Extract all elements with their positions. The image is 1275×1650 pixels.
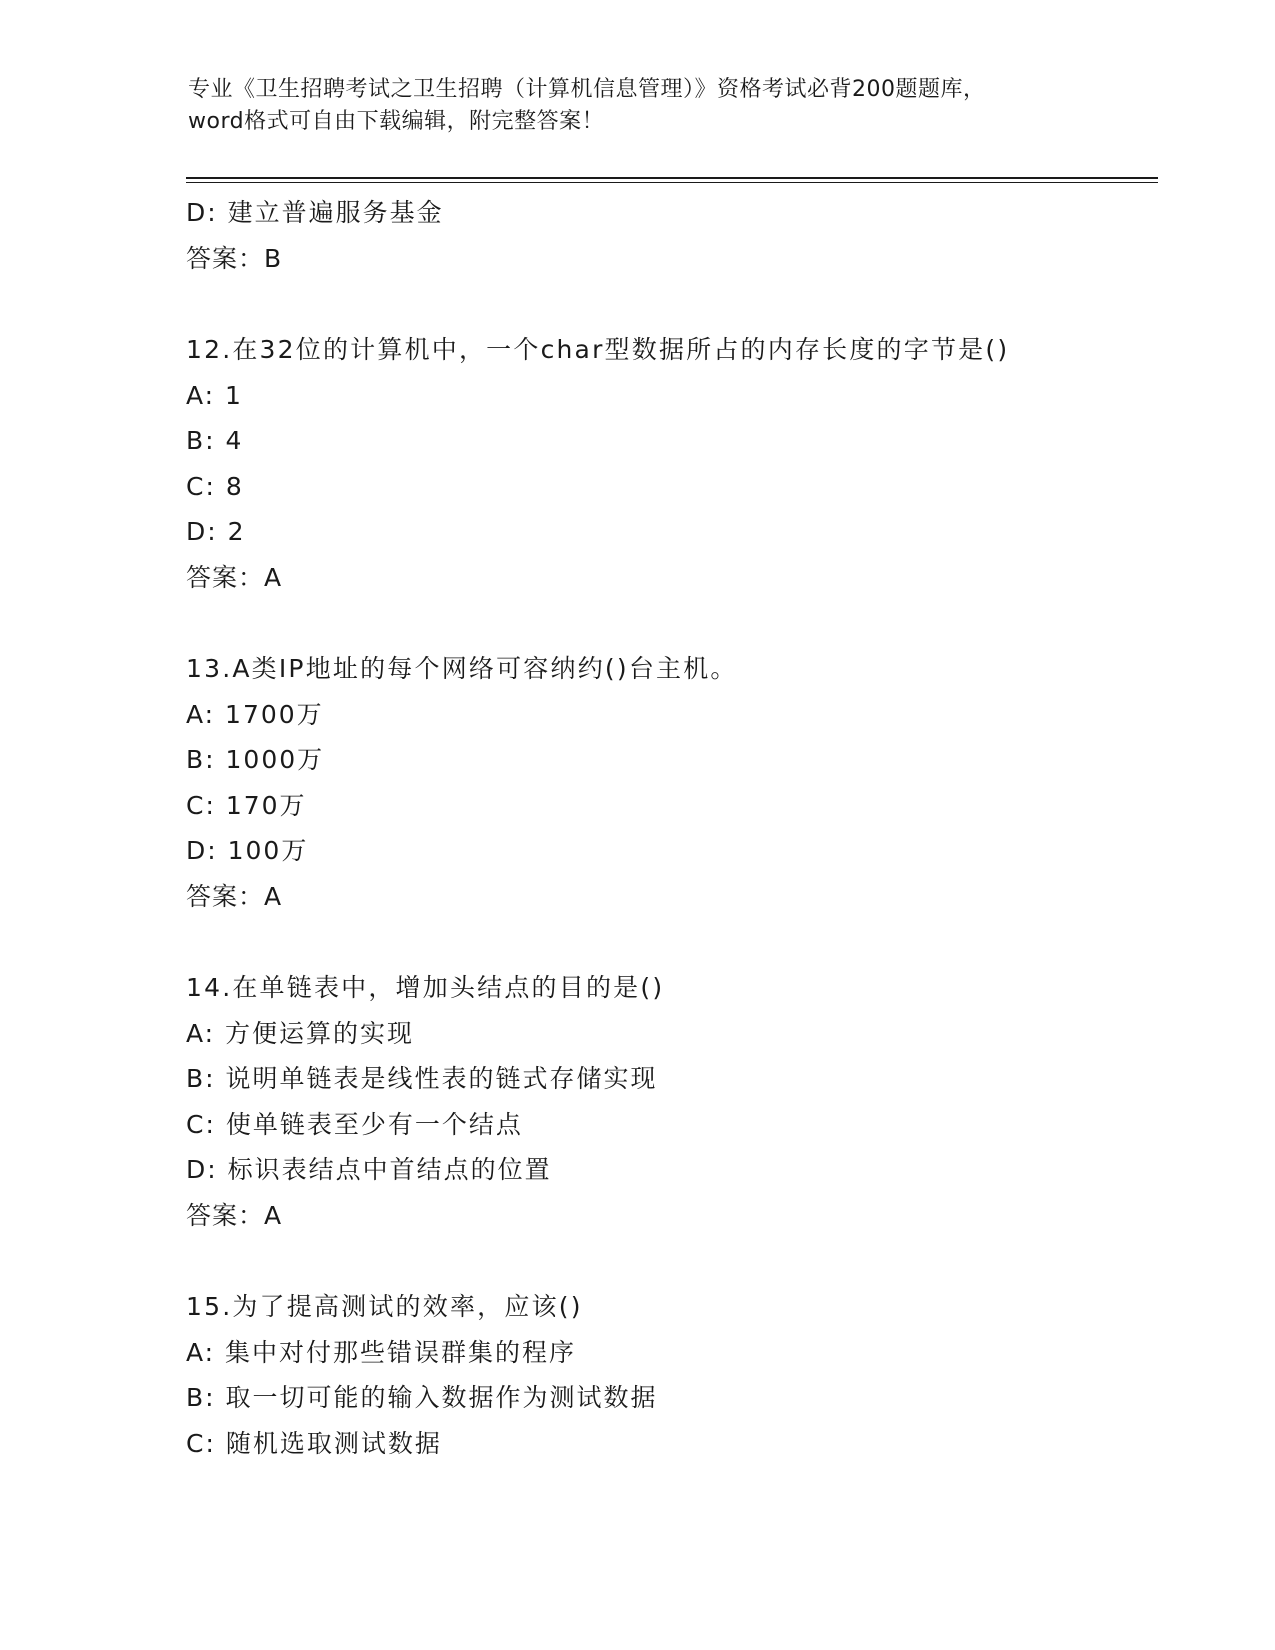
- header-line-2: word格式可自由下载编辑，附完整答案！: [188, 109, 605, 134]
- option-d: D: 2: [186, 517, 246, 546]
- spacer: [186, 281, 1146, 327]
- option-c: C: 随机选取测试数据: [186, 1428, 442, 1458]
- question-text: 15.为了提高测试的效率，应该(): [186, 1292, 583, 1321]
- option-b: B: 1000万: [186, 745, 325, 774]
- prev-answer: 答案：B: [186, 243, 283, 273]
- question-text: 12.在32位的计算机中，一个char型数据所占的内存长度的字节是(): [186, 335, 1010, 364]
- spacer: [186, 1238, 1146, 1284]
- question-block-13: [186, 646, 1146, 919]
- prev-option-d: D: 建立普遍服务基金: [186, 198, 444, 227]
- option-a: A: 集中对付那些错误群集的程序: [186, 1337, 577, 1367]
- option-d: D: 标识表结点中首结点的位置: [186, 1155, 552, 1184]
- document-body: [186, 190, 1146, 1466]
- question-block-15: [186, 1284, 1146, 1466]
- question-text: 14.在单链表中，增加头结点的目的是(): [186, 973, 665, 1002]
- option-a: A: 方便运算的实现: [186, 1018, 415, 1048]
- document-header: [188, 74, 1088, 138]
- spacer: [186, 919, 1146, 965]
- answer: 答案：A: [186, 1200, 283, 1230]
- answer: 答案：A: [186, 881, 283, 911]
- option-a: A: 1: [186, 380, 243, 410]
- answer: 答案：A: [186, 562, 283, 592]
- question-block-14: [186, 965, 1146, 1238]
- question-text: 13.A类IP地址的每个网络可容纳约()台主机。: [186, 654, 738, 683]
- option-b: B: 4: [186, 426, 244, 455]
- question-block-12: [186, 327, 1146, 600]
- option-c: C: 8: [186, 471, 244, 501]
- option-d: D: 100万: [186, 836, 309, 865]
- spacer: [186, 600, 1146, 646]
- option-a: A: 1700万: [186, 699, 324, 729]
- option-b: B: 取一切可能的输入数据作为测试数据: [186, 1383, 658, 1412]
- header-line-1: 专业《卫生招聘考试之卫生招聘（计算机信息管理）》资格考试必背200题题库，: [188, 77, 986, 102]
- option-b: B: 说明单链表是线性表的链式存储实现: [186, 1064, 658, 1093]
- option-c: C: 170万: [186, 790, 307, 820]
- option-c: C: 使单链表至少有一个结点: [186, 1109, 523, 1139]
- header-divider: [186, 177, 1158, 183]
